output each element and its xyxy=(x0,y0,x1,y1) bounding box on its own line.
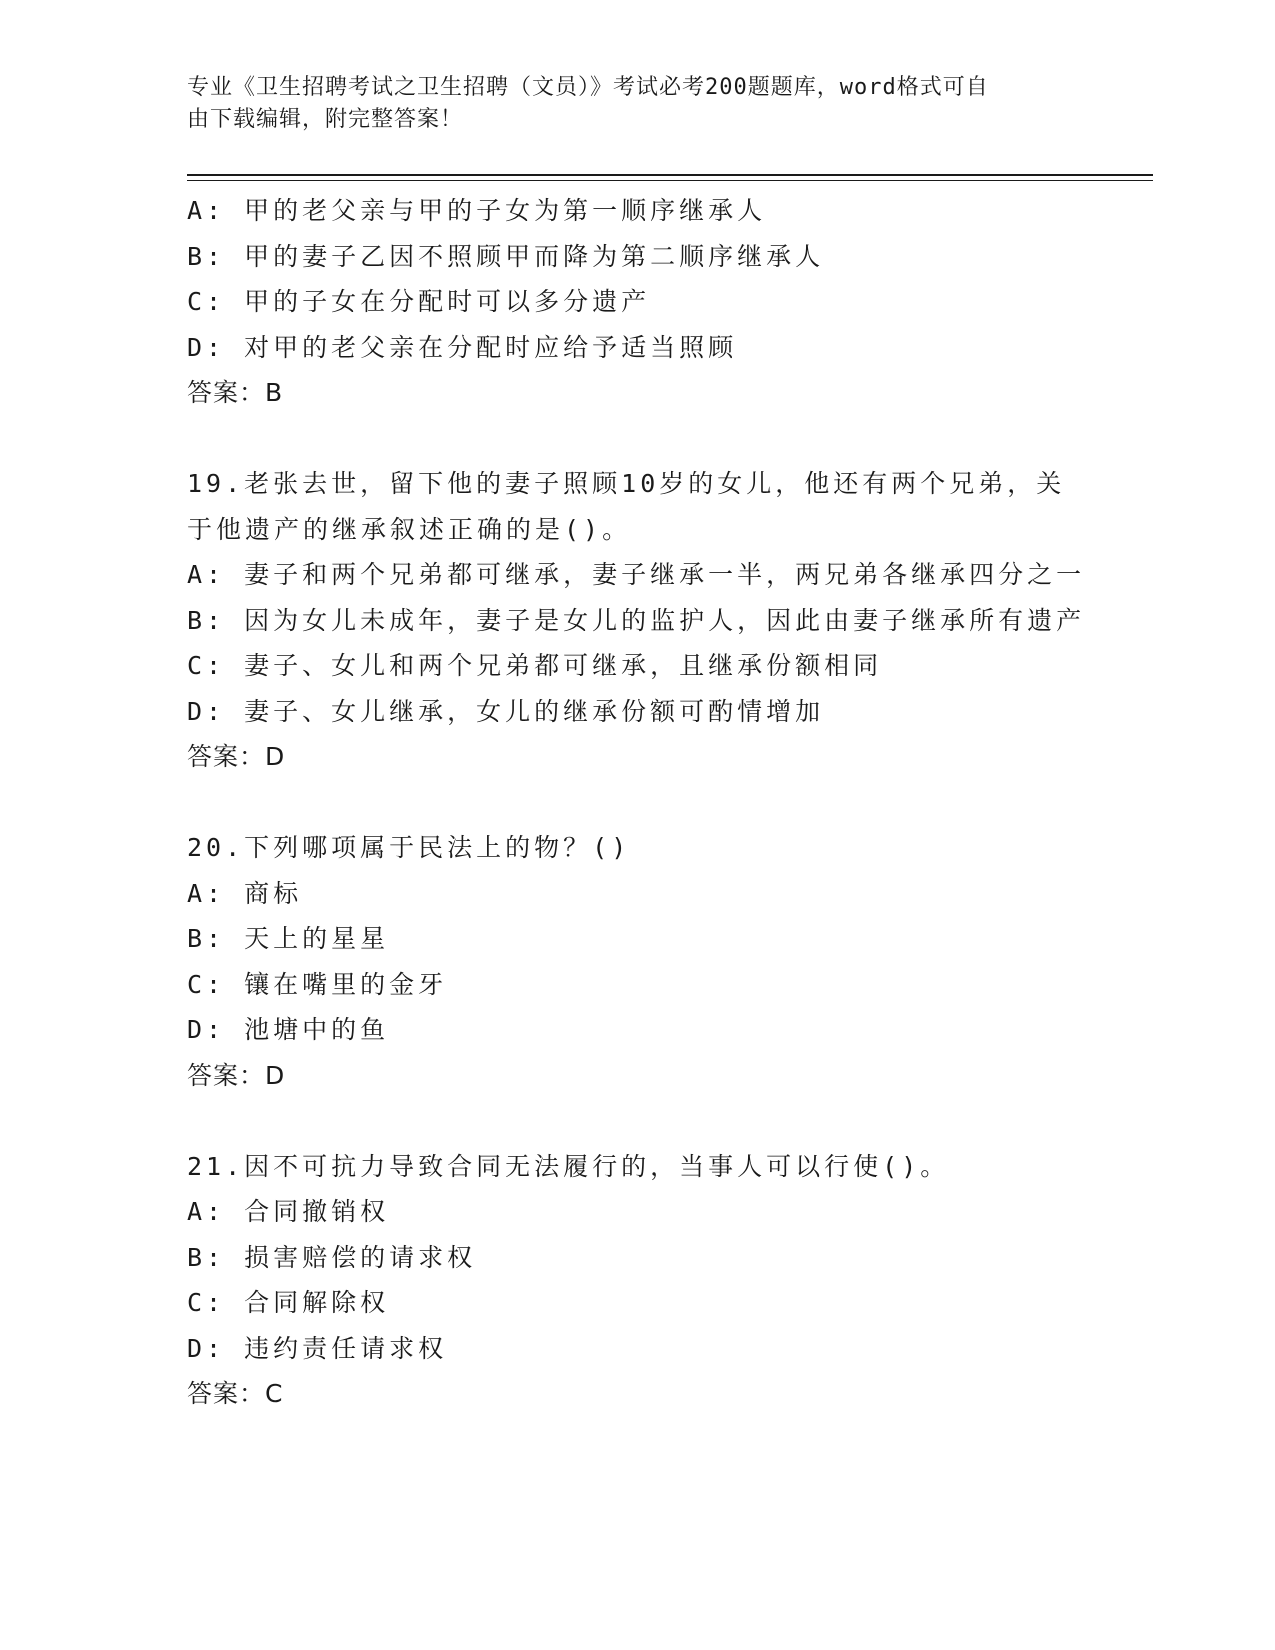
option-b: B: 因为女儿未成年，妻子是女儿的监护人，因此由妻子继承所有遗产 xyxy=(187,605,1086,635)
option-a: A: 妻子和两个兄弟都可继承，妻子继承一半，两兄弟各继承四分之一 xyxy=(187,560,1086,589)
option-a: A: 合同撤销权 xyxy=(187,1197,390,1226)
header-line-2: 由下载编辑，附完整答案！ xyxy=(187,107,464,132)
option-d: D: 妻子、女儿继承，女儿的继承份额可酌情增加 xyxy=(187,696,825,726)
option-c: C: 妻子、女儿和两个兄弟都可继承，且继承份额相同 xyxy=(187,651,883,680)
header-divider-thin xyxy=(187,180,1153,181)
option-a: A: 商标 xyxy=(187,878,303,908)
answer-line: 答案：B xyxy=(187,378,284,407)
document-header xyxy=(187,72,1087,136)
spacer xyxy=(187,416,1087,462)
header-line-1: 专业《卫生招聘考试之卫生招聘（文员）》考试必考200题题库，word格式可自 xyxy=(187,75,989,100)
option-a: A: 甲的老父亲与甲的子女为第一顺序继承人 xyxy=(187,196,767,225)
answer-line: 答案：C xyxy=(187,1379,284,1408)
option-b: B: 甲的妻子乙因不照顾甲而降为第二顺序继承人 xyxy=(187,241,825,271)
answer-line: 答案：D xyxy=(187,742,286,771)
option-d: D: 对甲的老父亲在分配时应给予适当照顾 xyxy=(187,332,738,362)
option-c: C: 合同解除权 xyxy=(187,1288,390,1317)
question-stem: 19.老张去世，留下他的妻子照顾10岁的女儿，他还有两个兄弟，关 xyxy=(187,469,1066,498)
option-b: B: 天上的星星 xyxy=(187,924,390,953)
option-b: B: 损害赔偿的请求权 xyxy=(187,1242,477,1272)
question-stem: 21.因不可抗力导致合同无法履行的，当事人可以行使()。 xyxy=(187,1151,950,1181)
option-d: D: 违约责任请求权 xyxy=(187,1333,448,1363)
question-list xyxy=(187,188,1087,1417)
question-block-18 xyxy=(187,188,1087,416)
option-c: C: 镶在嘴里的金牙 xyxy=(187,969,448,999)
spacer xyxy=(187,780,1087,826)
question-stem: 于他遗产的继承叙述正确的是()。 xyxy=(187,514,632,544)
option-d: D: 池塘中的鱼 xyxy=(187,1015,390,1044)
question-block-19 xyxy=(187,461,1087,780)
header-divider-thick xyxy=(187,174,1153,176)
question-block-21 xyxy=(187,1144,1087,1417)
answer-line: 答案：D xyxy=(187,1060,286,1090)
question-stem: 20.下列哪项属于民法上的物？() xyxy=(187,833,631,862)
spacer xyxy=(187,1098,1087,1144)
option-c: C: 甲的子女在分配时可以多分遗产 xyxy=(187,287,651,316)
question-block-20 xyxy=(187,825,1087,1098)
